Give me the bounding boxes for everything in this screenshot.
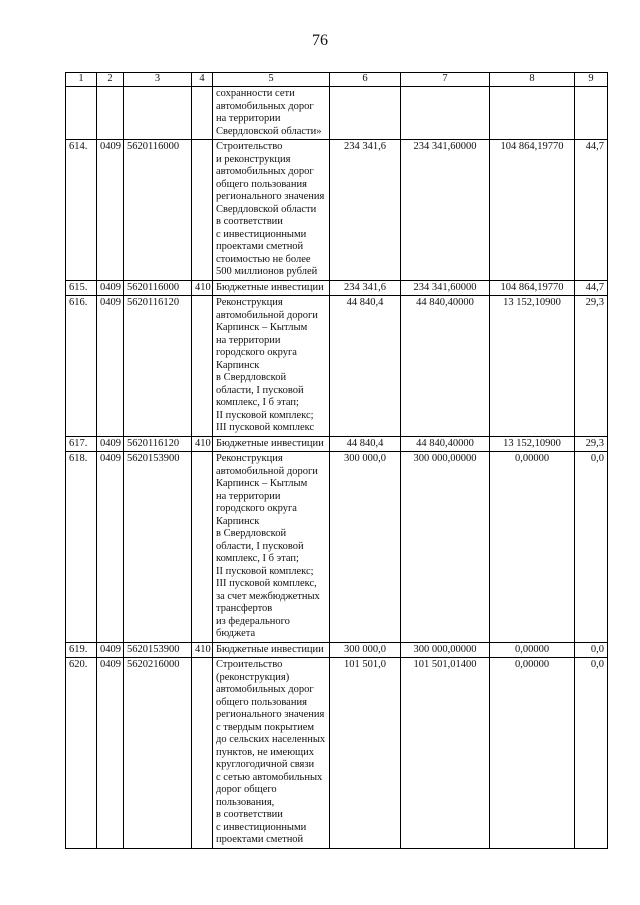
execution-percent-cell: 44,7	[575, 280, 608, 296]
executed-amount-cell: 104 864,19770	[490, 140, 575, 281]
planned-amount-cell: 300 000,00000	[401, 452, 490, 643]
item-name-cell: Строительство и реконструкция автомобильных дорог общего пользования регионального значения Свердловской области в соответствии с инвестиционными проектами сметной стоимостью не более 500 миллионов рублей	[213, 140, 330, 281]
expense-type-cell: 410	[192, 642, 213, 658]
planned-amount-cell: 234 341,60000	[401, 140, 490, 281]
table-row	[66, 642, 608, 658]
section-code-cell: 0409	[97, 658, 124, 849]
table-row	[66, 436, 608, 452]
section-code-cell: 0409	[97, 642, 124, 658]
expense-type-cell	[192, 296, 213, 437]
executed-amount-cell: 0,00000	[490, 642, 575, 658]
expense-type-cell	[192, 140, 213, 281]
planned-amount-cell: 300 000,00000	[401, 642, 490, 658]
execution-percent-cell	[575, 87, 608, 140]
row-number-cell	[66, 87, 97, 140]
item-name-cell: Бюджетные инвестиции	[213, 642, 330, 658]
row-number-cell: 616.	[66, 296, 97, 437]
execution-percent-cell: 0,0	[575, 658, 608, 849]
table-row	[66, 452, 608, 643]
executed-amount-cell: 104 864,19770	[490, 280, 575, 296]
column-header-8: 8	[490, 73, 575, 87]
planned-amount-cell	[401, 87, 490, 140]
column-header-2: 2	[97, 73, 124, 87]
approved-amount-cell: 101 501,0	[330, 658, 401, 849]
approved-amount-cell	[330, 87, 401, 140]
target-article-cell: 5620116000	[124, 140, 192, 281]
section-code-cell: 0409	[97, 436, 124, 452]
target-article-cell: 5620153900	[124, 452, 192, 643]
budget-table	[65, 72, 608, 849]
column-header-6: 6	[330, 73, 401, 87]
row-number-cell: 619.	[66, 642, 97, 658]
column-header-5: 5	[213, 73, 330, 87]
row-number-cell: 617.	[66, 436, 97, 452]
table-row	[66, 296, 608, 437]
row-number-cell: 620.	[66, 658, 97, 849]
item-name-cell: Реконструкция автомобильной дороги Карпинск – Кытлым на территории городского округа Карпинск в Свердловской области, I пусковой комплекс, I б этап; II пусковой комплекс; III пусковой комплекс	[213, 296, 330, 437]
row-number-cell: 614.	[66, 140, 97, 281]
planned-amount-cell: 101 501,01400	[401, 658, 490, 849]
approved-amount-cell: 44 840,4	[330, 436, 401, 452]
table-row	[66, 658, 608, 849]
section-code-cell: 0409	[97, 140, 124, 281]
column-header-3: 3	[124, 73, 192, 87]
item-name-cell: сохранности сети автомобильных дорог на территории Свердловской области»	[213, 87, 330, 140]
executed-amount-cell: 0,00000	[490, 658, 575, 849]
executed-amount-cell: 13 152,10900	[490, 296, 575, 437]
executed-amount-cell: 13 152,10900	[490, 436, 575, 452]
execution-percent-cell: 44,7	[575, 140, 608, 281]
section-code-cell	[97, 87, 124, 140]
approved-amount-cell: 234 341,6	[330, 140, 401, 281]
column-header-7: 7	[401, 73, 490, 87]
approved-amount-cell: 44 840,4	[330, 296, 401, 437]
item-name-cell: Строительство (реконструкция) автомобильных дорог общего пользования регионального значения с твердым покрытием до сельских населенных пунктов, не имеющих круглогодичной связи с сетью автомобильных дорог общего пользования, в соответствии с инвестиционными проектами сметной	[213, 658, 330, 849]
item-name-cell: Бюджетные инвестиции	[213, 436, 330, 452]
executed-amount-cell: 0,00000	[490, 452, 575, 643]
table-body	[66, 87, 608, 849]
expense-type-cell	[192, 658, 213, 849]
planned-amount-cell: 44 840,40000	[401, 296, 490, 437]
target-article-cell: 5620153900	[124, 642, 192, 658]
approved-amount-cell: 300 000,0	[330, 642, 401, 658]
row-number-cell: 615.	[66, 280, 97, 296]
row-number-cell: 618.	[66, 452, 97, 643]
section-code-cell: 0409	[97, 280, 124, 296]
target-article-cell: 5620216000	[124, 658, 192, 849]
item-name-cell: Реконструкция автомобильной дороги Карпинск – Кытлым на территории городского округа Карпинск в Свердловской области, I пусковой комплекс, I б этап; II пусковой комплекс; III пусковой комплекс, за счет межбюджетных трансфертов из федерального бюджета	[213, 452, 330, 643]
table-row	[66, 280, 608, 296]
executed-amount-cell	[490, 87, 575, 140]
target-article-cell	[124, 87, 192, 140]
approved-amount-cell: 300 000,0	[330, 452, 401, 643]
table-row	[66, 87, 608, 140]
target-article-cell: 5620116120	[124, 296, 192, 437]
expense-type-cell: 410	[192, 280, 213, 296]
column-header-9: 9	[575, 73, 608, 87]
target-article-cell: 5620116000	[124, 280, 192, 296]
planned-amount-cell: 234 341,60000	[401, 280, 490, 296]
expense-type-cell	[192, 452, 213, 643]
column-header-1: 1	[66, 73, 97, 87]
table-row	[66, 140, 608, 281]
execution-percent-cell: 0,0	[575, 642, 608, 658]
planned-amount-cell: 44 840,40000	[401, 436, 490, 452]
execution-percent-cell: 29,3	[575, 436, 608, 452]
target-article-cell: 5620116120	[124, 436, 192, 452]
approved-amount-cell: 234 341,6	[330, 280, 401, 296]
item-name-cell: Бюджетные инвестиции	[213, 280, 330, 296]
column-header-4: 4	[192, 73, 213, 87]
section-code-cell: 0409	[97, 296, 124, 437]
execution-percent-cell: 0,0	[575, 452, 608, 643]
page-number: 76	[312, 32, 328, 49]
expense-type-cell	[192, 87, 213, 140]
section-code-cell: 0409	[97, 452, 124, 643]
header-row	[66, 73, 608, 87]
expense-type-cell: 410	[192, 436, 213, 452]
execution-percent-cell: 29,3	[575, 296, 608, 437]
